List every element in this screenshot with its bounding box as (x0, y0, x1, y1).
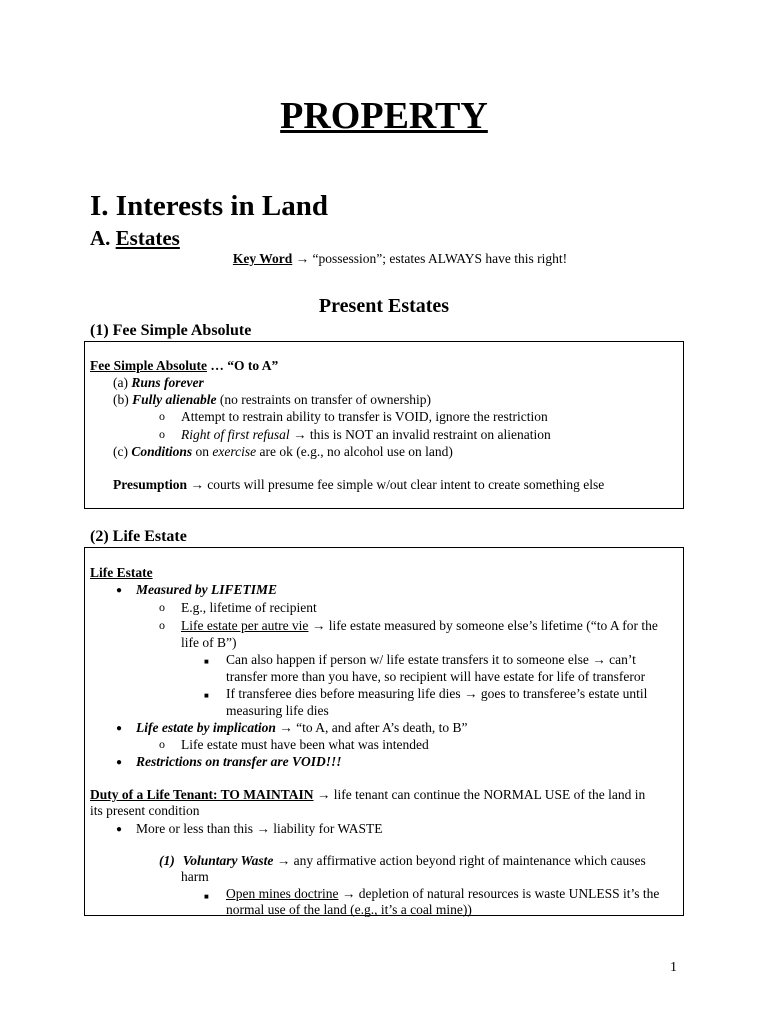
heading-fee-simple: (1) Fee Simple Absolute (90, 322, 252, 339)
fee-simple-item-b1: Attempt to restrain ability to transfer is VOID, ignore the restriction (181, 409, 548, 424)
voluntary-waste-term: Voluntary Waste (182, 853, 274, 868)
item-a-text: Runs forever (131, 375, 204, 390)
item-c-rest: are ok (e.g., no alcohol use on land) (256, 444, 453, 459)
item-b-label: (b) (113, 392, 133, 407)
life-estate-box (84, 547, 684, 916)
circle-bullet-icon: o (159, 427, 165, 441)
fee-simple-presumption (113, 476, 604, 494)
life-estate-voluntary-waste-cont: harm (181, 869, 209, 884)
life-estate-bullet-implication (136, 719, 467, 737)
bullet-icon: ● (116, 585, 123, 596)
square-bullet-icon: ■ (204, 892, 209, 901)
heading-life-estate: (2) Life Estate (90, 528, 187, 545)
key-word-label: Key Word (232, 251, 293, 266)
fee-simple-item-b2 (181, 426, 551, 444)
fee-simple-item-a (113, 374, 204, 392)
life-estate-voluntary-waste (159, 852, 646, 870)
life-estate-sub-per-autre-vie-cont: life of B”) (181, 635, 237, 650)
item-b-text: Fully alienable (132, 392, 217, 407)
item-b2-rest: → this is NOT an invalid restraint on alienation (289, 427, 551, 442)
heading-interests-in-land: I. Interests in Land (90, 190, 328, 222)
life-estate-bullet-restrictions (136, 753, 342, 771)
key-word-line (0, 251, 768, 267)
duty-term: Duty of a Life Tenant: TO MAINTAIN (90, 787, 314, 802)
life-estate-sq1-line1: Can also happen if person w/ life estate transfers it to someone else → can’t (226, 652, 636, 667)
life-estate-sub-per-autre-vie (181, 617, 658, 635)
document-title: PROPERTY (280, 95, 488, 137)
life-estate-duty (90, 786, 645, 804)
fee-simple-item-c (113, 443, 453, 461)
life-estate-bullet-lifetime (136, 581, 277, 599)
voluntary-waste-number: (1) (159, 853, 175, 868)
duty-rest-1: → life tenant can continue the NORMAL USE of the land in (313, 787, 646, 802)
page-number: 1 (670, 960, 677, 975)
item-c-label: (c) (113, 444, 132, 459)
bullet-lifetime-text: Measured by LIFETIME (136, 582, 278, 597)
life-estate-sq1-line2: transfer more than you have, so recipient will have estate for life of transferor (226, 669, 646, 684)
item-a-label: (a) (113, 375, 132, 390)
fee-simple-box (84, 341, 684, 509)
section-title-present-estates: Present Estates (318, 295, 450, 317)
fee-simple-box-title (90, 357, 278, 375)
heading-estates-word: Estates (115, 226, 180, 250)
implication-term: Life estate by implication (136, 720, 276, 735)
bullet-icon: ● (116, 723, 123, 734)
presumption-text: → courts will presume fee simple w/out clear intent to create something else (187, 477, 605, 492)
life-estate-sub-intended: Life estate must have been what was intended (181, 737, 429, 752)
life-estate-sub-lifetime-recipient: E.g., lifetime of recipient (181, 600, 317, 615)
life-estate-box-title (90, 564, 153, 582)
life-estate-open-mines (226, 885, 659, 903)
fee-simple-item-b (113, 391, 431, 409)
life-estate-open-mines-cont: normal use of the land (e.g., it’s a coal mine)) (226, 902, 472, 917)
life-estate-duty-waste: More or less than this → liability for WASTE (136, 821, 383, 836)
fee-simple-title-suffix: … “O to A” (207, 358, 279, 373)
heading-estates-prefix: A. (90, 226, 116, 250)
item-b2-italic: Right of first refusal (181, 427, 290, 442)
heading-estates (90, 226, 180, 251)
life-estate-sq2-line2: measuring life dies (226, 703, 329, 718)
voluntary-waste-rest-1: → any affirmative action beyond right of maintenance which causes (273, 853, 646, 868)
item-c-mid: on (192, 444, 213, 459)
square-bullet-icon: ■ (204, 691, 209, 700)
per-autre-vie-rest-1: → life estate measured by someone else’s lifetime (“to A for the (308, 618, 658, 633)
per-autre-vie-term: Life estate per autre vie (181, 618, 309, 633)
fee-simple-title-text: Fee Simple Absolute (90, 358, 207, 373)
square-bullet-icon: ■ (204, 657, 209, 666)
item-c-bold: Conditions (131, 444, 193, 459)
circle-bullet-icon: o (159, 409, 165, 423)
life-estate-duty-cont: its present condition (90, 803, 200, 818)
key-word-text: → “possession”; estates ALWAYS have this right! (292, 251, 568, 266)
bullet-icon: ● (116, 824, 123, 835)
item-c-italic: exercise (212, 444, 257, 459)
circle-bullet-icon: o (159, 618, 165, 632)
life-estate-title-text: Life Estate (90, 565, 153, 580)
open-mines-rest-1: → depletion of natural resources is waste UNLESS it’s the (338, 886, 660, 901)
circle-bullet-icon: o (159, 600, 165, 614)
open-mines-term: Open mines doctrine (226, 886, 339, 901)
implication-rest: → “to A, and after A’s death, to B” (275, 720, 468, 735)
restrictions-text: Restrictions on transfer are VOID!!! (136, 754, 342, 769)
life-estate-sq2-line1: If transferee dies before measuring life dies → goes to transferee’s estate until (226, 686, 648, 701)
circle-bullet-icon: o (159, 737, 165, 751)
bullet-icon: ● (116, 757, 123, 768)
item-b-rest: (no restraints on transfer of ownership) (216, 392, 431, 407)
presumption-label: Presumption (113, 477, 188, 492)
